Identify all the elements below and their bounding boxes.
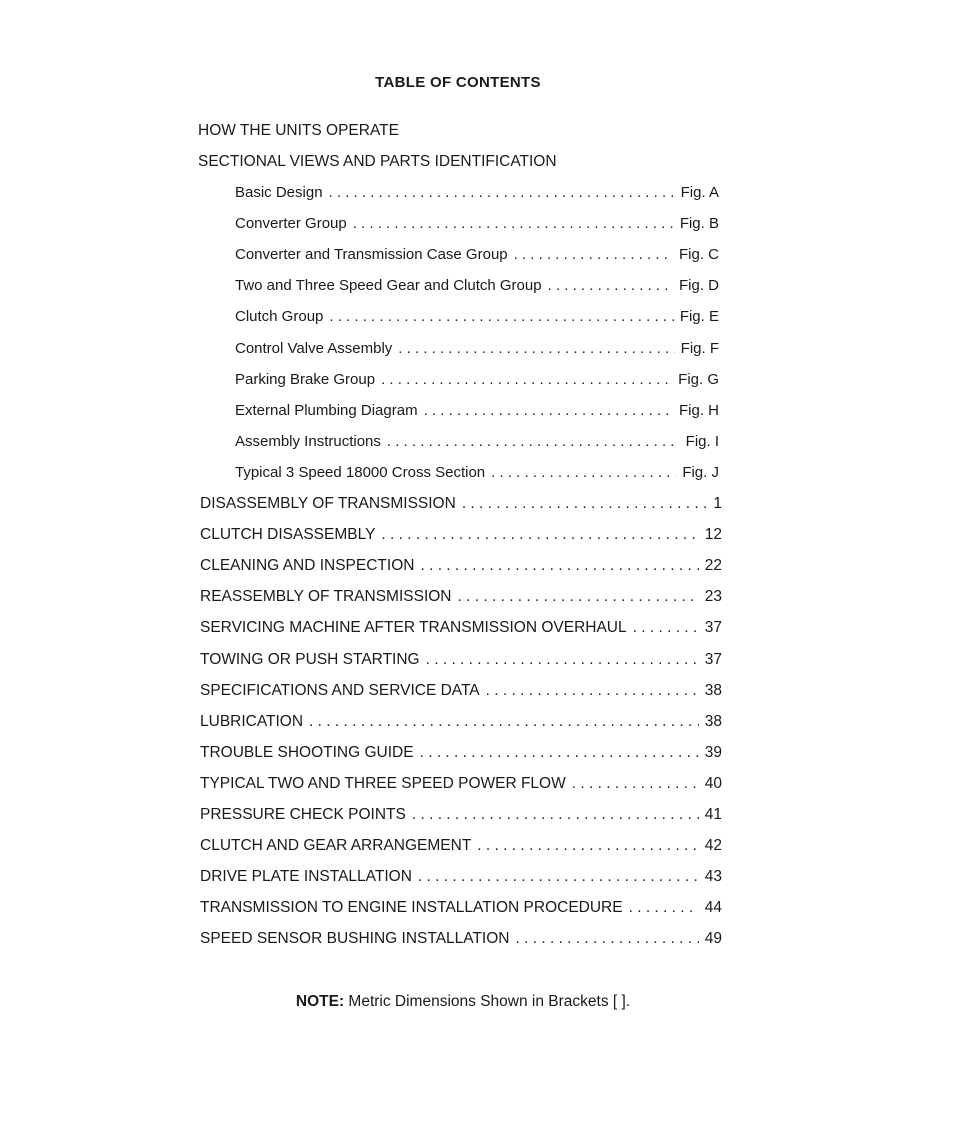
page-number: 38 — [704, 712, 722, 730]
page-number: 12 — [704, 526, 722, 544]
toc-row — [200, 495, 722, 515]
section-heading: HOW THE UNITS OPERATE — [198, 122, 399, 139]
dot-leader — [353, 215, 674, 232]
page-number: 39 — [704, 743, 722, 761]
note — [0, 993, 926, 1011]
figure-label: Two and Three Speed Gear and Clutch Group — [235, 277, 542, 295]
toc-label: DISASSEMBLY OF TRANSMISSION — [200, 495, 456, 512]
dot-leader — [477, 837, 698, 855]
figure-ref: Fig. D — [678, 277, 719, 295]
figure-label: Converter and Transmission Case Group — [235, 246, 508, 264]
toc-row — [200, 775, 722, 795]
figure-row — [235, 433, 719, 453]
page-number: 23 — [704, 588, 722, 606]
page-number: 49 — [704, 930, 722, 948]
figure-ref: Fig. G — [678, 370, 719, 388]
figure-label: Parking Brake Group — [235, 370, 376, 388]
page-number: 22 — [704, 557, 722, 575]
figure-ref: Fig. F — [680, 339, 719, 357]
toc-row — [200, 837, 722, 857]
figure-ref: Fig. C — [678, 246, 719, 264]
toc-label: PRESSURE CHECK POINTS — [200, 806, 406, 823]
dot-leader — [458, 588, 699, 606]
toc-label: TRANSMISSION TO ENGINE INSTALLATION PROCEDURE — [200, 899, 623, 917]
figure-ref: Fig. E — [679, 308, 719, 326]
toc-label: TYPICAL TWO AND THREE SPEED POWER FLOW — [200, 774, 566, 792]
note-text: Metric Dimensions Shown in Brackets [ ]. — [348, 993, 631, 1010]
figure-row — [235, 277, 719, 297]
dot-leader — [633, 619, 699, 637]
toc-row — [200, 619, 722, 639]
dot-leader — [387, 433, 680, 450]
toc-label: SPEED SENSOR BUSHING INSTALLATION — [200, 930, 510, 948]
figure-row — [235, 402, 719, 422]
dot-leader — [514, 246, 673, 263]
section-heading: SECTIONAL VIEWS AND PARTS IDENTIFICATION — [198, 153, 557, 170]
figure-label: Basic Design — [235, 184, 323, 201]
figure-row — [235, 464, 719, 484]
note-label: NOTE: — [295, 993, 345, 1010]
figure-label: External Plumbing Diagram — [235, 401, 418, 419]
toc-row — [200, 806, 722, 826]
toc-label: TROUBLE SHOOTING GUIDE — [200, 743, 414, 761]
figure-ref: Fig. J — [682, 463, 719, 481]
dot-leader — [462, 495, 708, 513]
figure-label: Assembly Instructions — [235, 432, 381, 450]
toc-label: LUBRICATION — [200, 712, 304, 730]
page-number: 43 — [704, 868, 722, 886]
toc-label: SERVICING MACHINE AFTER TRANSMISSION OVERHAUL — [200, 619, 627, 637]
toc-row — [200, 930, 722, 950]
dot-leader — [381, 526, 698, 544]
page-number: 37 — [704, 619, 722, 637]
dot-leader — [381, 371, 672, 388]
figure-row — [235, 340, 719, 360]
toc-row — [200, 588, 722, 608]
toc-row — [200, 713, 722, 733]
toc-label: REASSEMBLY OF TRANSMISSION — [200, 588, 452, 606]
dot-leader — [629, 899, 699, 917]
dot-leader — [572, 775, 699, 793]
dot-leader — [329, 184, 675, 201]
toc-row — [200, 526, 722, 546]
toc-label: TOWING OR PUSH STARTING — [200, 650, 420, 668]
figure-row — [235, 371, 719, 391]
figure-ref: Fig. I — [685, 432, 719, 450]
dot-leader — [424, 402, 673, 419]
dot-leader — [426, 651, 699, 669]
figure-row — [235, 246, 719, 266]
page-number: 40 — [704, 774, 722, 792]
figure-row — [235, 308, 719, 328]
dot-leader — [309, 713, 699, 731]
page-number: 37 — [704, 650, 722, 668]
page-number: 41 — [704, 806, 722, 823]
toc-row — [200, 557, 722, 577]
toc-label: CLUTCH AND GEAR ARRANGEMENT — [200, 837, 472, 855]
page-number: 38 — [704, 681, 722, 699]
page-number: 44 — [704, 899, 722, 917]
page-number: 42 — [704, 837, 722, 855]
toc-label: CLEANING AND INSPECTION — [200, 557, 415, 575]
dot-leader — [420, 557, 698, 575]
dot-leader — [516, 930, 699, 948]
toc-label: DRIVE PLATE INSTALLATION — [200, 868, 412, 886]
figure-label: Converter Group — [235, 215, 347, 233]
dot-leader — [398, 340, 674, 357]
dot-leader — [548, 277, 673, 294]
dot-leader — [491, 464, 676, 481]
figure-label: Control Valve Assembly — [235, 339, 393, 357]
toc-row — [200, 651, 722, 671]
toc-label: SPECIFICATIONS AND SERVICE DATA — [200, 681, 480, 699]
page-title: TABLE OF CONTENTS — [375, 74, 541, 91]
dot-leader — [329, 308, 673, 325]
toc-row — [200, 899, 722, 919]
page-number: 1 — [713, 495, 722, 512]
dot-leader — [486, 682, 699, 700]
toc-row — [200, 868, 722, 888]
dot-leader — [420, 744, 699, 762]
toc-row — [200, 744, 722, 764]
figure-ref: Fig. H — [678, 401, 719, 419]
toc-row — [200, 682, 722, 702]
figure-row — [235, 184, 719, 204]
dot-leader — [412, 806, 699, 824]
figure-label: Clutch Group — [235, 308, 324, 326]
figure-ref: Fig. A — [680, 184, 719, 201]
figure-ref: Fig. B — [679, 215, 719, 233]
figure-label: Typical 3 Speed 18000 Cross Section — [235, 463, 486, 481]
figure-row — [235, 215, 719, 235]
toc-label: CLUTCH DISASSEMBLY — [200, 526, 376, 544]
dot-leader — [418, 868, 699, 886]
